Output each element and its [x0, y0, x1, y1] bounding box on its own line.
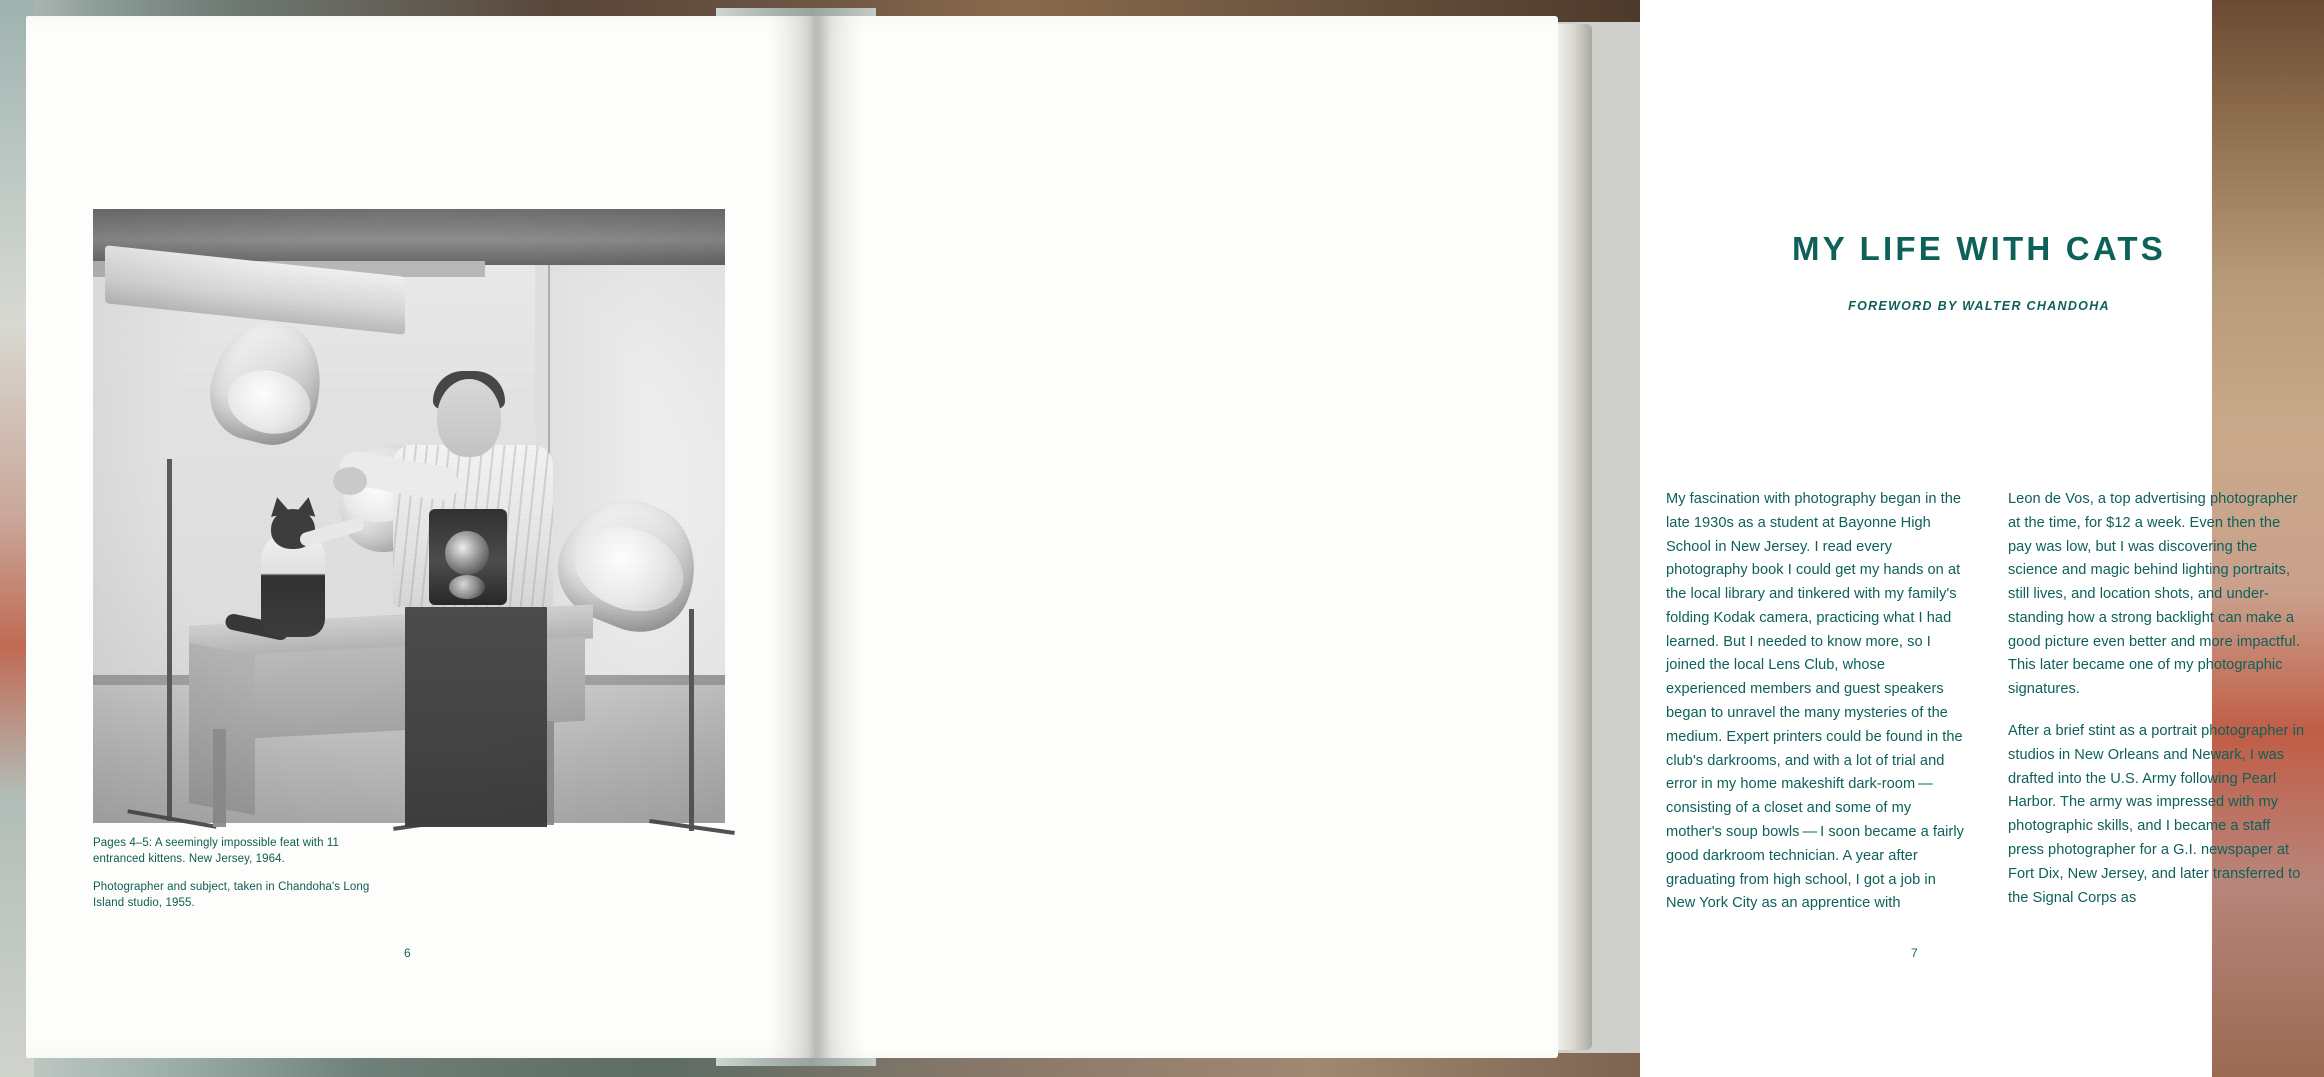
photographer-and-cat-photo — [93, 209, 725, 823]
paragraph: After a brief stint as a portrait photographer in studios in New Orleans and Newark, I was drafted into the U.S. Army following Pearl Harbor. The army was impressed with my photographic skills, and I became a staff press photographer for a G.I. newspaper at Fort Dix, New Jersey, and later transferred to the Signal Corps as — [2008, 723, 2305, 906]
photo-vignette — [93, 209, 725, 823]
book-fore-edge — [1558, 24, 1592, 1050]
body-column-2 — [2008, 488, 2306, 916]
page-title: MY LIFE WITH CATS — [1792, 230, 2166, 268]
body-column-1 — [1666, 488, 1964, 916]
right-page — [816, 16, 2305, 1058]
photo-image — [93, 209, 725, 823]
body-columns — [1666, 488, 2306, 916]
photo-caption-pages-4-5: Pages 4–5: A seemingly impossible feat with 11 entranced kittens. New Jersey, 1964. — [93, 837, 340, 865]
page-number-right: 7 — [1911, 946, 1919, 960]
paragraph: Leon de Vos, a top advertising photographer at the time, for $12 a week. Even then the pay was low, but I was discovering the science and magic behind lighting portraits, still lives, and location shots, and under-standing how a strong backlight can make a good picture even better and more impactful. This later became one of my photographic signatures. — [2008, 491, 2300, 698]
paragraph: My fascination with photography began in the late 1930s as a student at Bayonne High School in New Jersey. I read every photography book I could get my hands on at the local library and tinkered with my family's folding Kodak camera, practicing what I had learned. But I needed to know more, so I joined the local Lens Club, whose experienced members and guest speakers began to unravel the many mysteries of the medium. Expert printers could be found in the club's darkrooms, and with a lot of trial and error in my home makeshift dark-room — consisting of a closet and some of my mother's soup bowls — I soon became a fairly good darkroom technician. A year after graduating from high school, I got a job in New York City as an apprentice with — [1666, 491, 1964, 912]
left-page — [26, 16, 816, 1058]
byline: FOREWORD BY WALTER CHANDOHA — [1848, 299, 2110, 313]
photo-caption-studio: Photographer and subject, taken in Chandoha's Long Island studio, 1955. — [93, 881, 370, 909]
open-book — [26, 16, 2305, 1058]
page-number-left: 6 — [404, 946, 412, 960]
